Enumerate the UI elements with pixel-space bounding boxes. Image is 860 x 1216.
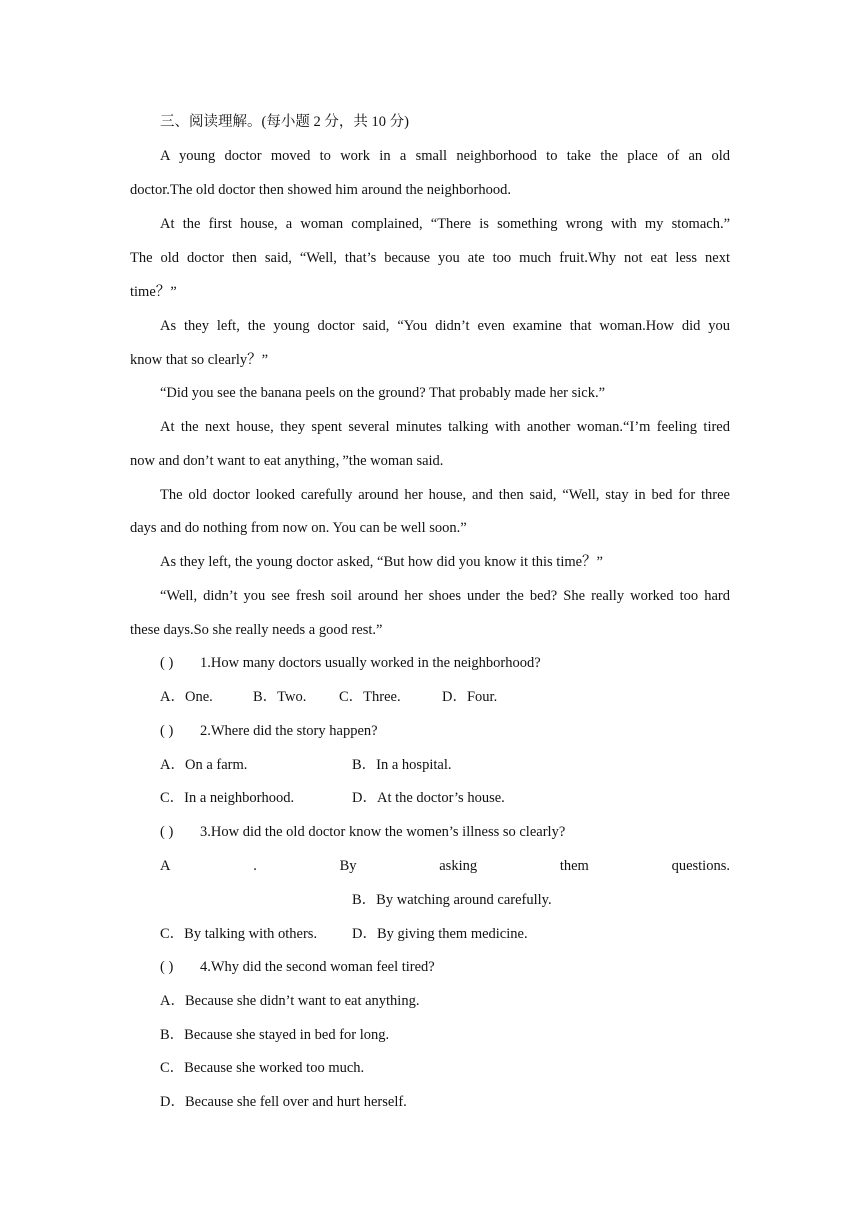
answer-blank[interactable]: ( ): [160, 723, 174, 739]
question-2-options-row-2: [160, 788, 730, 808]
answer-blank[interactable]: ( ): [160, 959, 174, 975]
passage-line: The old doctor then said, “Well, that’s because you ate too much fruit.Why not eat less next: [130, 250, 730, 266]
option-a-word: questions.: [671, 858, 730, 874]
passage-line: As they left, the young doctor said, “You didn’t even examine that woman.How did you: [160, 318, 730, 334]
option-a-word: .: [253, 858, 257, 874]
question-text: 3.How did the old doctor know the women’s illness so clearly?: [200, 824, 566, 840]
passage-line: “Did you see the banana peels on the ground? That probably made her sick.”: [160, 385, 606, 401]
passage-line: days and do nothing from now on. You can be well soon.”: [130, 520, 467, 536]
passage-line: time？”: [130, 284, 177, 300]
passage-line: doctor.The old doctor then showed him around the neighborhood.: [130, 182, 511, 198]
question-2-options-row-1: [160, 755, 730, 775]
option-d[interactable]: D．Four.: [442, 689, 498, 705]
question-text: 4.Why did the second woman feel tired?: [200, 959, 435, 975]
option-c[interactable]: C．By talking with others.: [160, 926, 318, 942]
passage-line: The old doctor looked carefully around her house, and then said, “Well, stay in bed for three: [160, 487, 730, 503]
option-a[interactable]: [160, 856, 730, 876]
question-2-stem: [160, 721, 730, 741]
option-a-word: By: [339, 858, 357, 874]
option-b[interactable]: B．In a hospital.: [352, 757, 452, 773]
option-c[interactable]: C．Three.: [339, 689, 401, 705]
passage-line: As they left, the young doctor asked, “But how did you know it this time？”: [160, 554, 603, 570]
passage-line: now and don’t want to eat anything，”the woman said.: [130, 453, 444, 469]
option-a-word: A: [160, 858, 171, 874]
question-text: 1.How many doctors usually worked in the neighborhood?: [200, 655, 541, 671]
option-b[interactable]: B．Because she stayed in bed for long.: [160, 1027, 390, 1043]
option-d[interactable]: D．Because she fell over and hurt herself.: [160, 1094, 407, 1110]
question-3-stem: [160, 822, 730, 842]
passage-line: “Well, didn’t you see fresh soil around her shoes under the bed? She really worked too hard: [160, 588, 730, 604]
option-a[interactable]: A．On a farm.: [160, 757, 248, 773]
section-heading: 三、阅读理解。(每小题 2 分，共 10 分): [160, 114, 409, 130]
option-c[interactable]: C．Because she worked too much.: [160, 1060, 365, 1076]
question-3-options-row-3: [160, 924, 730, 944]
passage-line: At the next house, they spent several minutes talking with another woman.“I’m feeling tired: [160, 419, 730, 435]
passage-line: A young doctor moved to work in a small neighborhood to take the place of an old: [160, 148, 730, 164]
option-b[interactable]: B．By watching around carefully.: [352, 892, 552, 908]
passage-line: these days.So she really needs a good rest.”: [130, 622, 383, 638]
question-3-options-row-2: [160, 890, 730, 910]
question-text: 2.Where did the story happen?: [200, 723, 378, 739]
passage-line: know that so clearly？”: [130, 352, 269, 368]
question-1-options: [160, 687, 730, 707]
option-b[interactable]: B．Two.: [253, 689, 307, 705]
question-1-stem: [160, 653, 730, 673]
answer-blank[interactable]: ( ): [160, 655, 174, 671]
option-a-word: them: [559, 858, 589, 874]
option-c[interactable]: C．In a neighborhood.: [160, 790, 295, 806]
option-a[interactable]: A．Because she didn’t want to eat anything.: [160, 993, 420, 1009]
option-a[interactable]: A．One.: [160, 689, 213, 705]
option-d[interactable]: D．By giving them medicine.: [352, 926, 528, 942]
question-4-stem: [160, 957, 730, 977]
option-a-word: asking: [439, 858, 478, 874]
answer-blank[interactable]: ( ): [160, 824, 174, 840]
passage-line: At the first house, a woman complained, “There is something wrong with my stomach.”: [160, 216, 730, 232]
option-d[interactable]: D．At the doctor’s house.: [352, 790, 505, 806]
